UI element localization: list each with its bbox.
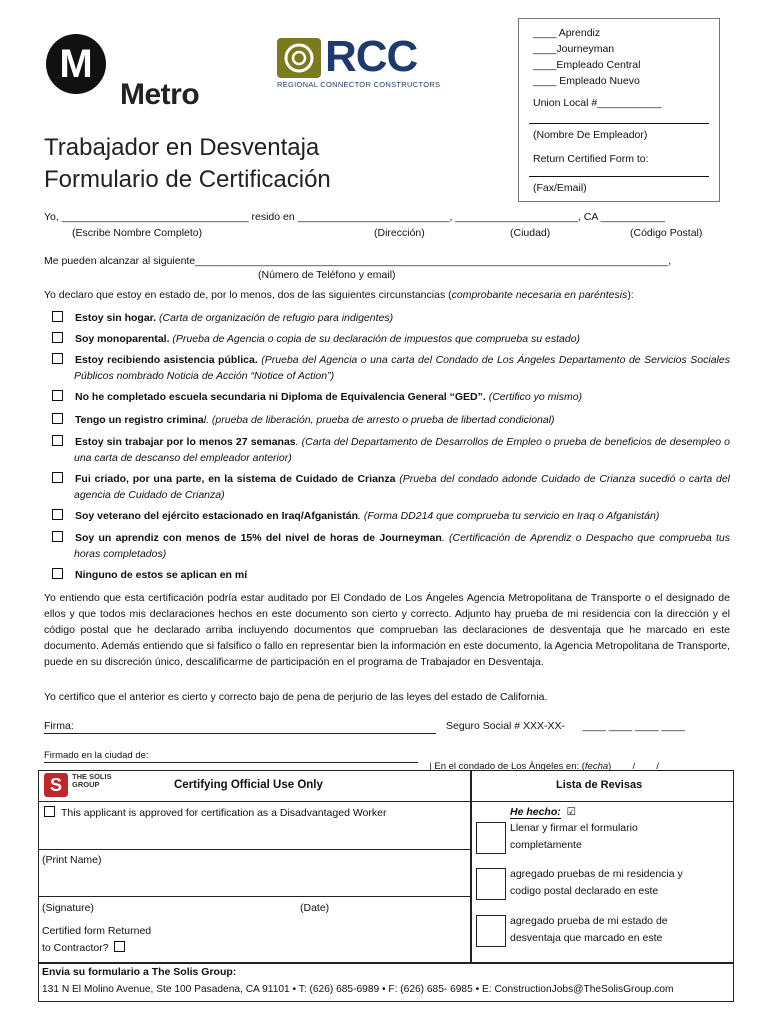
metro-logo-letter: M bbox=[59, 42, 93, 86]
perjury-statement: Yo certifico que el anterior es cierto y correcto bajo de pena de perjurio de las leyes del estado de California. bbox=[44, 691, 548, 703]
metro-logo-text: Metro bbox=[120, 78, 200, 111]
item-criminal-record[interactable]: Tengo un registro criminal. (prueba de liberación, prueba de arresto o prueba de libertad condicional) bbox=[52, 412, 730, 428]
label-city: (Ciudad) bbox=[510, 227, 551, 239]
item-homeless[interactable]: Estoy sin hogar. (Carta de organización de refugio para indigentes) bbox=[52, 310, 730, 326]
official-title: Certifying Official Use Only bbox=[174, 779, 323, 791]
rcc-logo-subtitle: REGIONAL CONNECTOR CONSTRUCTORS bbox=[277, 80, 441, 89]
form-title bbox=[44, 132, 331, 196]
solis-logo bbox=[44, 773, 134, 799]
returned-checkbox[interactable] bbox=[114, 941, 125, 952]
solis-logo-text: THE SOLIS GROUP bbox=[72, 772, 112, 789]
option-aprendiz[interactable]: ____ Aprendiz bbox=[533, 27, 601, 39]
checkbox[interactable] bbox=[52, 531, 63, 542]
employer-name-label: (Nombre De Empleador) bbox=[533, 129, 648, 141]
label-name: (Escribe Nombre Completo) bbox=[72, 227, 203, 239]
item-apprentice[interactable]: Soy un aprendiz con menos de 15% del nivel de horas de Journeyman. (Certificación de Aprendiz o Despacho que comprueba tus horas completados) bbox=[52, 530, 730, 562]
personal-line-2[interactable]: Me pueden alcanzar al siguiente_________________________________________________________________________________, bbox=[44, 255, 672, 267]
rcc-logo-text: RCC bbox=[325, 32, 418, 81]
city-label: Firmado en la ciudad de: bbox=[44, 750, 149, 761]
city-line[interactable] bbox=[44, 762, 418, 763]
statement-paragraph: Yo entiendo que esta certificación podría estar auditado por El Condado de Los Ángeles Agencia Metropolitana de Transporte o el designado de ellos y que todos mis declaraciones hechos en este documento son cierto y correcto. Adjunto hay prueba de mi residencia con la dirección y el código postal que he declarado arriba incluyendo documentos que comprueban las declaraciones de desventaja que he marcado en este documento. Además entiendo que si falsifico o fallo en representar bien la información en este documento, la Agencia Metropolitana de Transporte, puede en su discreción único, descalificarme de participación en el programa de Trabajador en Desventaja. bbox=[44, 592, 730, 668]
option-empleado-central[interactable]: ____Empleado Central bbox=[533, 59, 641, 71]
print-name-label: (Print Name) bbox=[42, 854, 102, 866]
approved-checkbox-row[interactable]: This applicant is approved for certification as a Disadvantaged Worker bbox=[44, 806, 386, 819]
title-line-1: Trabajador en Desventaja bbox=[44, 134, 320, 161]
item-none[interactable]: Ninguno de estos se aplican en mí bbox=[52, 567, 730, 583]
employer-box bbox=[518, 18, 720, 202]
checkbox[interactable] bbox=[52, 568, 63, 579]
footer-send-to: Envia su formulario a The Solis Group: bbox=[42, 966, 237, 978]
metro-logo-circle bbox=[46, 34, 106, 94]
rcc-logo bbox=[277, 32, 467, 90]
fax-email-label: (Fax/Email) bbox=[533, 182, 587, 194]
item-no-ged[interactable]: No he completado escuela secundaria ni Diploma de Equivalencia General “GED”. (Certifico yo mismo) bbox=[52, 389, 730, 405]
firma-label: Firma: bbox=[44, 720, 74, 732]
checkbox[interactable] bbox=[44, 806, 55, 817]
signature-separator bbox=[38, 896, 472, 897]
county-label: | En el condado de Los Ángeles en: (fecha) / / bbox=[429, 761, 659, 772]
item-unemployed[interactable]: Estoy sin trabajar por lo menos 27 semanas. (Carta del Departamento de Desarrollos de Empleo o prueba de beneficios de desempleo o una carta de descanso del empleador anterior) bbox=[52, 434, 730, 466]
checkbox[interactable] bbox=[52, 435, 63, 446]
checklist-item-3: agregado prueba de mi estado de desventaja que marcado en este bbox=[510, 915, 668, 944]
checklist-item-1: Llenar y firmar el formulario completamente bbox=[510, 822, 638, 851]
union-local-field[interactable]: Union Local #___________ bbox=[533, 97, 662, 109]
return-to-label: Return Certified Form to: bbox=[533, 153, 649, 165]
done-label: He hecho: ☑ bbox=[510, 806, 577, 818]
item-single-parent[interactable]: Soy monoparental. (Prueba de Agencia o copia de su declaración de impuestos que comprueba su estado) bbox=[52, 331, 730, 347]
ssn-blanks[interactable]: ____ ____ ____ ____ bbox=[582, 720, 685, 732]
checklist-title: Lista de Revisas bbox=[556, 779, 643, 791]
signature-label: (Signature) bbox=[42, 902, 94, 914]
option-empleado-nuevo[interactable]: ____ Empleado Nuevo bbox=[533, 75, 640, 87]
item-foster-care[interactable]: Fui criado, por una parte, en la sistema de Cuidado de Crianza (Prueba del condado adonde Cuidado de Crianza sucedió o carta del agencia de Cuidado de Crianza) bbox=[52, 471, 730, 503]
personal-line-1[interactable]: Yo, ________________________________ resido en __________________________, _____________________, CA ___________ bbox=[44, 211, 665, 223]
checkbox[interactable] bbox=[52, 311, 63, 322]
title-line-2: Formulario de Certificación bbox=[44, 166, 331, 193]
declaration-intro: Yo declaro que estoy en estado de, por lo menos, dos de las siguientes circunstancias (comprobante necesaria en paréntesis): bbox=[44, 289, 634, 301]
rcc-swirl-icon bbox=[277, 38, 321, 78]
label-zip: (Código Postal) bbox=[630, 227, 703, 239]
firma-line[interactable] bbox=[44, 733, 436, 734]
checklist-item-2: agregado pruebas de mi residencia y codigo postal declarado en este bbox=[510, 868, 683, 897]
footer-address: 131 N El Molino Avenue, Ste 100 Pasadena, CA 91101 • T: (626) 685-6989 • F: (626) 685- 6985 • E: ConstructionJobs@TheSolisGroup.com bbox=[42, 984, 674, 995]
check-icon: ☑ bbox=[566, 806, 577, 818]
label-phone: (Número de Teléfono y email) bbox=[258, 269, 396, 281]
checkbox[interactable] bbox=[52, 472, 63, 483]
checkbox[interactable] bbox=[52, 353, 63, 364]
checkbox[interactable] bbox=[52, 332, 63, 343]
returned-label: Certified form Returned to Contractor? bbox=[42, 925, 152, 954]
checklist-box-3[interactable] bbox=[476, 915, 506, 947]
option-journeyman[interactable]: ____Journeyman bbox=[533, 43, 615, 55]
checkbox[interactable] bbox=[52, 509, 63, 520]
ssn-label: Seguro Social # XXX-XX- ____ ____ ____ ____ bbox=[446, 720, 685, 732]
checkbox[interactable] bbox=[52, 413, 63, 424]
metro-logo bbox=[46, 34, 226, 114]
item-public-assistance[interactable]: Estoy recibiendo asistencia pública. (Prueba del Agencia o una carta del Condado de Los Ángeles Departamento de Servicios Sociales Públicos nombrado Noticia de Acción “Notice of Action”) bbox=[52, 352, 730, 384]
rcc-logo-mark bbox=[277, 38, 321, 78]
checklist-box-1[interactable] bbox=[476, 822, 506, 854]
item-veteran[interactable]: Soy veterano del ejército estacionado en Iraq/Afganistán. (Forma DD214 que comprueba tu servicio en Iraq o Afganistán) bbox=[52, 508, 730, 524]
solis-logo-mark: S bbox=[44, 773, 68, 797]
checkbox[interactable] bbox=[52, 390, 63, 401]
label-address: (Dirección) bbox=[374, 227, 425, 239]
date-label: (Date) bbox=[300, 902, 330, 914]
checklist-box-2[interactable] bbox=[476, 868, 506, 900]
